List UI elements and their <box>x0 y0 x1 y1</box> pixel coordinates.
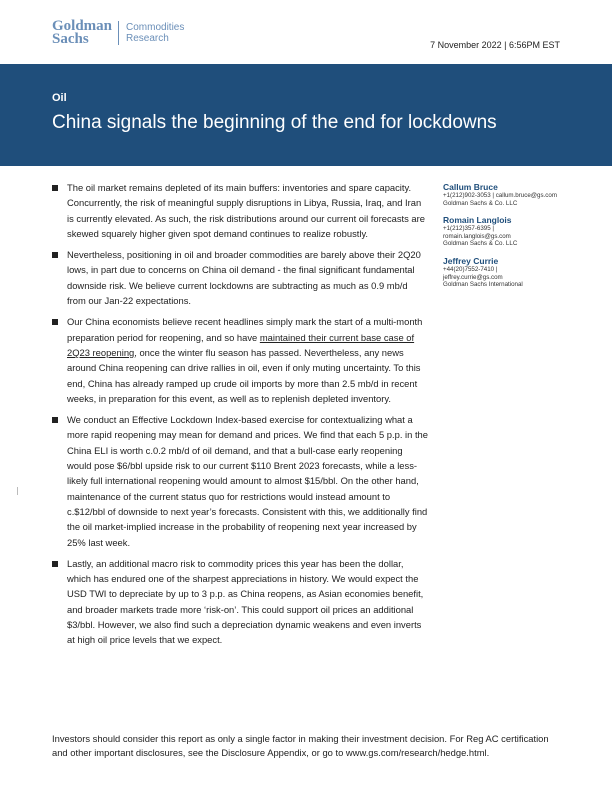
bullet-text: Lastly, an additional macro risk to commodity prices this year has been the dollar, which has endured one of the sharpest appreciations in history. We would expect the USD TWI to depreciate by up to 3 p.p. as China reopens, as Asian economies benefit, and broader markets trade more ‘risk-on’. This could support oil prices an additional $3/bbl. However, we also find such a depreciation dynamic weakens and even inverts at high oil price levels that we expect. <box>67 557 424 646</box>
bullet-square-icon <box>52 252 58 258</box>
section-label: Oil <box>52 92 67 104</box>
unit-line-1: Commodities <box>126 22 185 33</box>
logo-line-2: Sachs <box>52 31 89 47</box>
bullet-item-2 <box>52 247 428 308</box>
bullet-text-pre: Our China economists believe recent headlines simply mark the start of a multi-month preparation period for reopening, and so have <box>67 316 423 343</box>
bullet-square-icon <box>52 185 58 191</box>
author-name: Jeffrey Currie <box>443 255 499 266</box>
author-phone: +44(20)7552-7410 | <box>443 265 498 273</box>
disclosure-footer: Investors should consider this report as only a single factor in making their investment decision. For Reg AC certification and other important disclosures, see the Disclosure Appendix, or go to www.gs.com/research/hedge.html. <box>52 733 549 758</box>
author-jeffrey-currie <box>443 256 573 289</box>
bullet-text-post: , once the winter flu season has passed. Nevertheless, any news around China reopening can drive rallies in oil, even if only muting uncertainty. To this end, China has already ramped up crude oil imports by more than 2.5 mb/d in recent weeks, in preparation for this event, as well as to replenish depleted inventory. <box>67 346 421 404</box>
bullet-square-icon <box>52 319 58 325</box>
bullet-square-icon <box>52 417 58 423</box>
bullet-item-3 <box>52 314 428 406</box>
bullet-item-1 <box>52 180 428 241</box>
bullet-item-4 <box>52 412 428 550</box>
page-title: China signals the beginning of the end for lockdowns <box>52 112 497 133</box>
bullet-text: The oil market remains depleted of its main buffers: inventories and spare capacity. Concurrently, the risk of meaningful supply disruptions in Libya, Russia, Iraq, and Iran is currently elevated. As such, the risk distributions around our current oil forecasts are skewed squarely higher given spot demand continues to realize robustly. <box>67 182 425 239</box>
author-sidebar <box>443 182 573 297</box>
author-callum-bruce <box>443 182 573 207</box>
logo-line-1: Goldman <box>52 18 113 34</box>
author-contact[interactable]: +1(212)902-3053 | callum.bruce@gs.com <box>443 192 557 199</box>
goldman-sachs-logo <box>52 20 184 46</box>
bullet-item-5 <box>52 556 428 648</box>
bullet-text <box>67 314 428 406</box>
author-romain-langlois <box>443 215 573 248</box>
author-entity: Goldman Sachs International <box>443 281 523 289</box>
title-banner <box>0 64 612 166</box>
bullet-list <box>52 180 428 654</box>
author-entity: Goldman Sachs & Co. LLC <box>443 240 518 248</box>
logo-wordmark <box>52 20 112 46</box>
bullet-text: We conduct an Effective Lockdown Index-based exercise for contextualizing what a more rapid reopening may mean for demand and prices. We find that each 5 p.p. in the China ELI is worth c.0.2 mb/d of oil demand, and that a bull-case early reopening would pose $6/bbl upside risk to our current $110 Brent 2023 forecasts, while a less-likely full international reopening would amount to almost $15/bbl. On the other hand, maintenance of the current status quo for restrictions would instead amount to c.$12/bbl of downside to next year’s forecasts. Consistent with this, we additionally find the oil market-implied increase in the probability of reopening next year increased by 25% last week. <box>67 414 428 548</box>
author-email[interactable]: romain.langlois@gs.com <box>443 232 511 240</box>
bullet-text: Nevertheless, positioning in oil and broader commodities are barely above their 2Q20 lows, in part due to concerns on China oil demand - the final significant fundamental downside risk. We believe current lockdowns are subtracting as much as 0.9 mb/d from our Jan-22 expectations. <box>67 249 421 307</box>
author-phone: +1(212)357-6395 | <box>443 225 494 233</box>
logo-unit-name <box>126 22 184 44</box>
unit-line-2: Research <box>126 33 169 44</box>
report-date: 7 November 2022 | 6:56PM EST <box>430 40 560 50</box>
logo-divider <box>118 21 119 45</box>
base-case-link[interactable]: maintained their current base case of 2Q23 reopening <box>67 331 415 358</box>
author-email[interactable]: jeffrey.currie@gs.com <box>443 273 503 281</box>
author-name: Romain Langlois <box>443 215 512 226</box>
author-name: Callum Bruce <box>443 182 498 192</box>
margin-mark <box>17 487 18 495</box>
bullet-square-icon <box>52 561 58 567</box>
author-entity: Goldman Sachs & Co. LLC <box>443 199 518 207</box>
